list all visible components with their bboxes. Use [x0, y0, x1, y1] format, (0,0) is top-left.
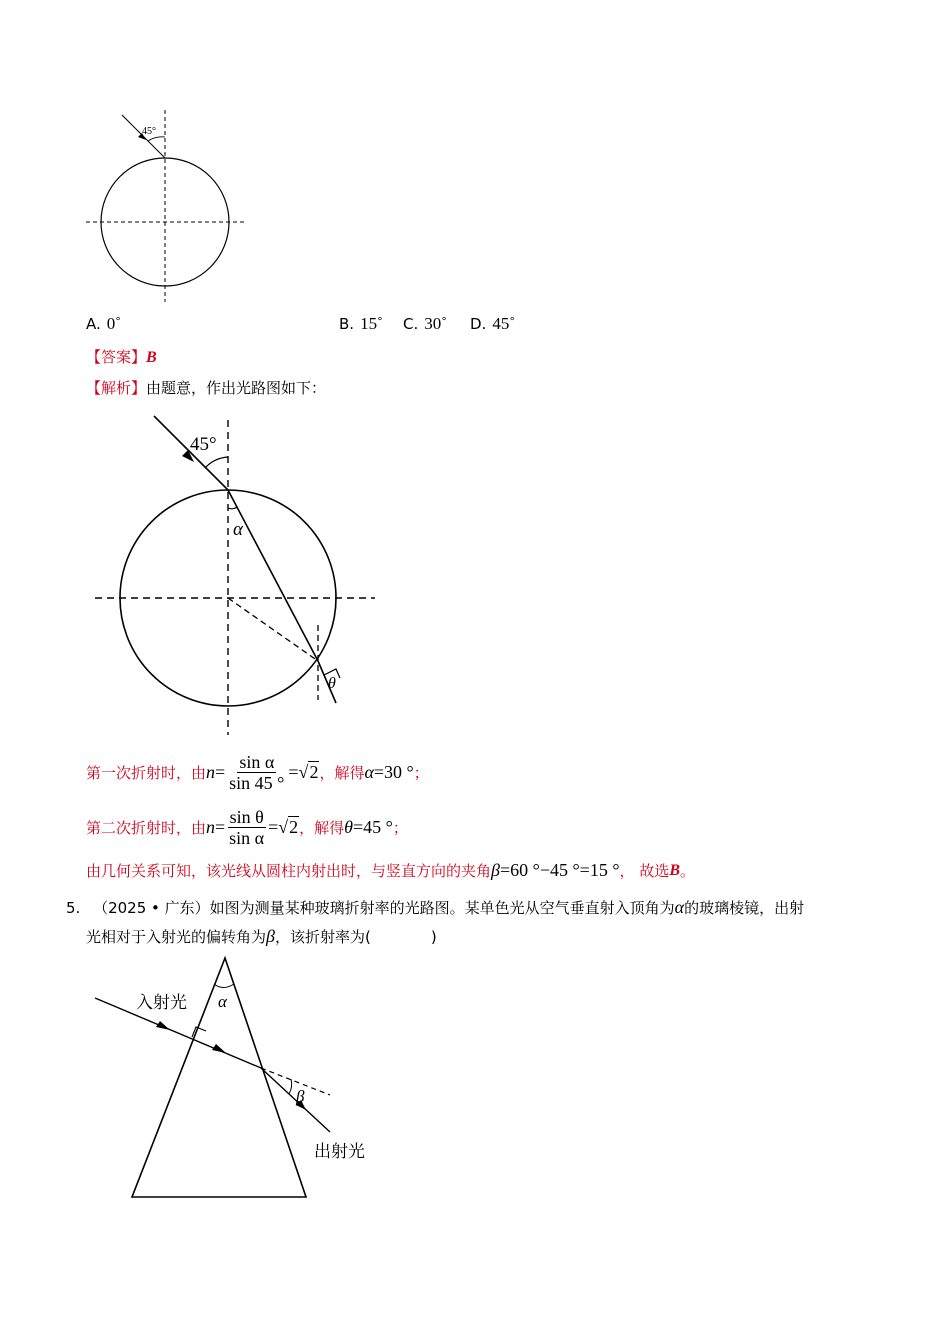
angle-label: 45°: [142, 126, 156, 137]
conclusion-line: [86, 860, 695, 881]
inner-arrowhead: [212, 1044, 226, 1053]
option-b-letter: B.: [339, 315, 355, 333]
option-d-value: 45˚: [492, 314, 515, 333]
step2-root: 2: [289, 817, 299, 837]
question-beta: β: [266, 926, 275, 946]
step2-line: [86, 807, 408, 848]
incident-light-label: 入射光: [136, 993, 187, 1013]
option-d-letter: D.: [470, 315, 487, 333]
analysis-text: 由题意，作出光路图如下：: [146, 379, 327, 397]
analysis-line: [86, 377, 326, 398]
step2-n: n: [206, 817, 216, 837]
step2-numerator: sin θ: [229, 807, 264, 827]
step1-end: ；: [413, 764, 429, 782]
conclusion-end: 。: [680, 862, 696, 880]
step1-prefix: 第一次折射时，由: [86, 764, 207, 782]
step1-result: =30 °: [373, 762, 414, 782]
option-c-letter: C.: [403, 315, 419, 333]
step2-denominator: sin α: [229, 828, 265, 848]
step2-eq: =: [215, 817, 226, 837]
step2-sqrt: √2: [278, 817, 299, 837]
question-source: （2025 • 广东）: [93, 899, 210, 917]
light-path-figure: [90, 410, 390, 740]
theta-label: θ: [328, 675, 336, 692]
step1-n: n: [206, 762, 216, 782]
step1-fraction: [227, 752, 286, 793]
beta-label: β: [296, 1087, 305, 1106]
option-b-value: 15˚: [360, 314, 383, 333]
radius-dashed-line: [228, 598, 318, 661]
step1-root: 2: [309, 762, 319, 782]
step1-sqrt: √2: [298, 762, 319, 782]
question-number: 5.: [66, 899, 81, 917]
step2-result: =45 °: [353, 817, 393, 837]
beta-arc: [289, 1079, 292, 1094]
step1-eq2: =: [288, 762, 299, 782]
step2-eq2: =: [268, 817, 279, 837]
incident-angle-arc: [205, 457, 228, 468]
refracted-ray: [228, 490, 318, 661]
alpha-angle-arc: [228, 507, 237, 509]
option-a-letter: A.: [86, 315, 101, 333]
step1-line: [86, 752, 429, 793]
question-text-line2: 光相对于入射光的偏转角为: [86, 928, 267, 946]
conclusion-letter: B: [669, 861, 680, 879]
option-c[interactable]: [403, 314, 447, 334]
question-5-line2: [86, 922, 896, 951]
option-c-value: 30˚: [424, 314, 447, 333]
alpha-label: α: [233, 519, 243, 540]
step2-var: θ: [344, 817, 354, 837]
prism-figure: [90, 955, 390, 1205]
step2-prefix: 第二次折射时，由: [86, 819, 207, 837]
top-circle-figure: [80, 110, 250, 310]
step2-mid: ，解得: [299, 819, 345, 837]
exit-light-label: 出射光: [314, 1142, 365, 1162]
alpha-arc: [214, 984, 234, 988]
question-text-line1-tail: 的玻璃棱镜，出射: [684, 899, 805, 917]
question-text-line2-tail: ，该折射率为( ): [274, 928, 437, 946]
conclusion-tail: ， 故选: [619, 862, 670, 880]
step1-var: α: [364, 762, 374, 782]
conclusion-text: 由几何关系可知，该光线从圆柱内射出时，与竖直方向的夹角: [86, 862, 492, 880]
answer-line: [86, 346, 157, 367]
question-alpha: α: [674, 897, 685, 917]
incident-arrowhead: [156, 1021, 170, 1030]
conclusion-expr: =60 °−45 °=15 °: [499, 860, 620, 880]
option-a-value: 0˚: [106, 314, 121, 333]
step1-mid: ，解得: [319, 764, 365, 782]
analysis-tag: 【解析】: [86, 379, 147, 397]
option-b[interactable]: [339, 314, 383, 334]
step1-numerator: sin α: [239, 752, 275, 772]
option-d[interactable]: [470, 314, 515, 334]
angle-arc: [148, 137, 165, 141]
question-5-line1: [66, 893, 896, 922]
question-text-line1: 如图为测量某种玻璃折射率的光路图。某单色光从空气垂直射入顶角为: [209, 899, 675, 917]
alpha-label: α: [218, 992, 227, 1011]
step1-eq: =: [215, 762, 226, 782]
step2-fraction: [227, 807, 266, 848]
question-5: [66, 893, 896, 951]
option-a[interactable]: [86, 314, 121, 334]
answer-tag: 【答案】: [86, 348, 147, 366]
step1-denominator: sin 45 °: [229, 773, 285, 793]
conclusion-var: β: [491, 860, 500, 880]
step2-end: ；: [392, 819, 408, 837]
angle-label: 45°: [190, 434, 217, 455]
answer-letter: B: [146, 349, 157, 366]
